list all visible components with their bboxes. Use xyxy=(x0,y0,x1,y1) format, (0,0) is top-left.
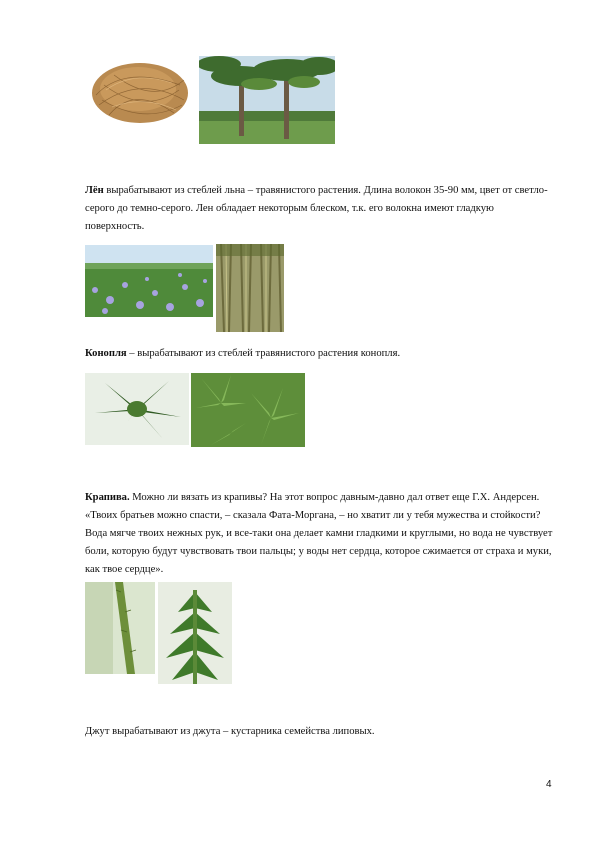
flax-term: Лён xyxy=(85,185,104,196)
coconut-palm-photo xyxy=(199,56,335,144)
nettle-stem-photo xyxy=(85,582,155,674)
jute-paragraph xyxy=(85,723,555,741)
hemp-plant-photo xyxy=(85,373,189,445)
hemp-paragraph xyxy=(85,345,555,363)
nettle-term: Крапива. xyxy=(85,492,130,503)
nettle-paragraph xyxy=(85,489,555,579)
flax-paragraph xyxy=(85,182,555,236)
jute-text: Джут вырабатывают из джута – кустарника семейства липовых. xyxy=(85,726,375,737)
nettle-plant-photo xyxy=(158,582,232,684)
nettle-text: Можно ли вязать из крапивы? На этот вопрос давным-давно дал ответ еще Г.Х. Андерсен. «Твоих братьев можно спасти, – сказала Фата-Моргана, – но хватит ли у тебя мужества и стойкости? Вода мягче твоих нежных рук, и все-таки она делает камни гладкими и круглыми, но вода не чувствует боли, которую будут чувствовать твои пальцы; у воды нет сердца, которое сжимается от страха и муки, как твое сердце». xyxy=(85,492,553,575)
flax-stalks-photo xyxy=(216,244,284,332)
flax-text: вырабатывают из стеблей льна – травянистого растения. Длина волокон 35-90 мм, цвет от светло-серого до темно-серого. Лен обладает некоторым блеском, т.к. его волокна имеют гладкую поверхность. xyxy=(85,185,548,232)
hemp-term: Конопля xyxy=(85,348,127,359)
flax-field-photo xyxy=(85,245,213,317)
hemp-text: – вырабатывают из стеблей травянистого растения конопля. xyxy=(126,348,401,359)
hemp-leaves-photo xyxy=(191,373,305,447)
coconut-fiber-photo xyxy=(84,55,196,127)
page-number: 4 xyxy=(546,779,552,790)
